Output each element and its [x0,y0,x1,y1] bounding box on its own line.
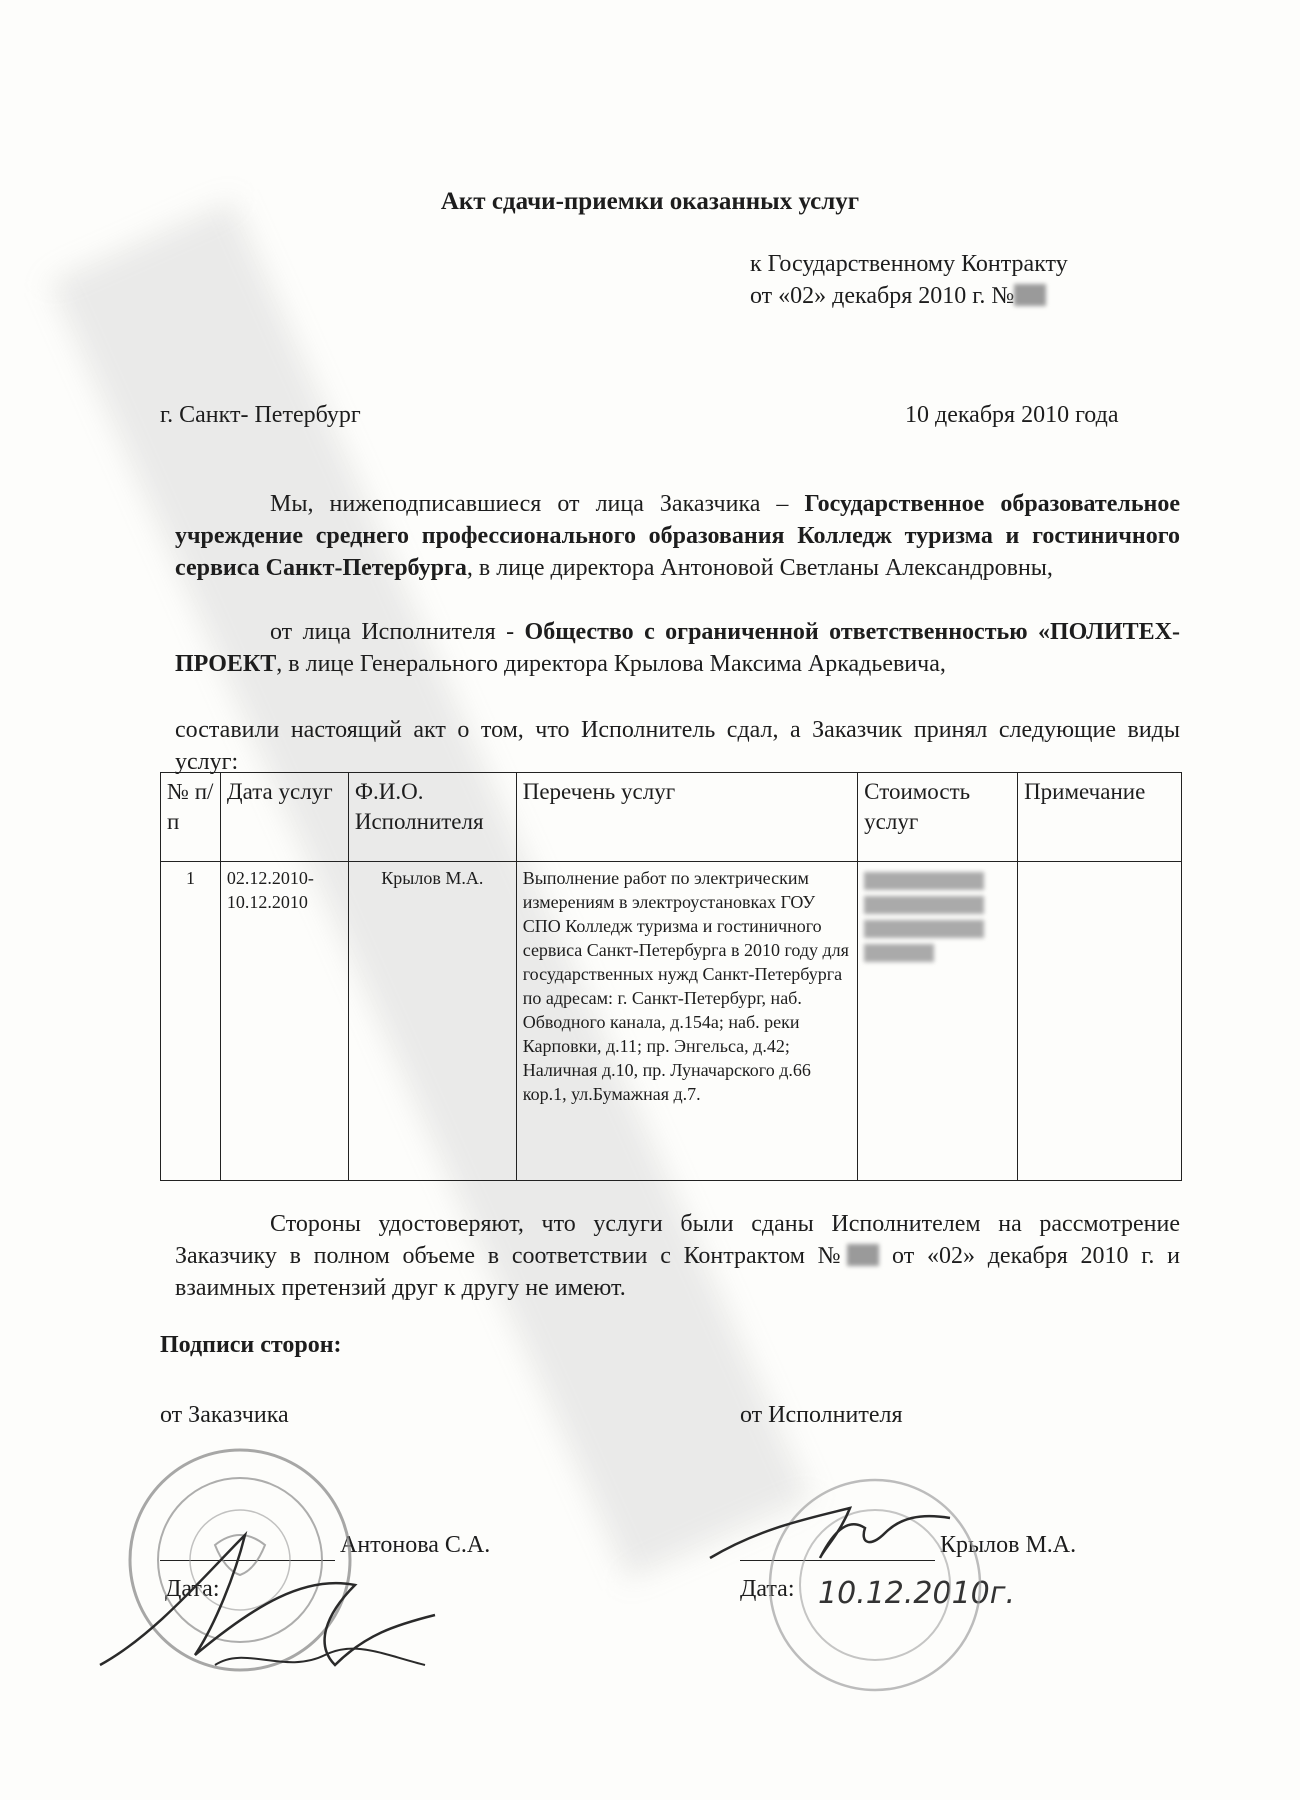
city: г. Санкт- Петербург [160,402,361,428]
contract-ref-line1: к Государственному Контракту [750,251,1068,277]
executor-date-label: Дата: [740,1576,795,1602]
redacted-cost [864,896,984,914]
paragraph-confirmation: Стороны удостоверяют, что услуги были сданы Исполнителем на рассмотрение Заказчику в полном объеме в соответствии с Контрактом № от «02» декабря 2010 г. и взаимных претензий друг к другу не имеют. [175,1211,1180,1301]
cell-note [1018,862,1182,1181]
redacted-cost [864,872,984,890]
paragraph-executor: от лица Исполнителя - Общество с ограниченной ответственностью «ПОЛИТЕХ-ПРОЕКТ, в лице Генерального директора Крылова Максима Аркадьевича, [175,619,1180,677]
cell-dates: 02.12.2010-10.12.2010 [220,862,348,1181]
cell-num: 1 [161,862,221,1181]
cell-cost [858,862,1018,1181]
redacted-cost [864,920,984,938]
signatures-title: Подписи сторон: [160,1332,342,1358]
header-executor: Ф.И.О. Исполнителя [348,773,516,862]
customer-name: Антонова С.А. [340,1532,491,1558]
redacted-contract-number [1014,284,1046,306]
executor-signature [700,1488,960,1578]
redacted-contract-number [847,1244,879,1266]
document-date: 10 декабря 2010 года [905,402,1119,428]
executor-date-handwritten: 10.12.2010г. [818,1576,1016,1611]
header-num: № п/п [161,773,221,862]
cell-executor: Крылов М.А. [348,862,516,1181]
paragraph-services-intro: составили настоящий акт о том, что Исполнитель сдал, а Заказчик принял следующие виды услуг: [175,717,1180,775]
signature-stroke [710,1508,950,1558]
from-executor-label: от Исполнителя [740,1402,903,1428]
header-note: Примечание [1018,773,1182,862]
signature-stroke [215,1649,425,1665]
contract-ref-line2: от «02» декабря 2010 г. № [750,280,1068,312]
redacted-cost [864,944,934,962]
executor-name: Крылов М.А. [940,1532,1077,1558]
services-table [160,772,1182,1181]
from-customer-label: от Заказчика [160,1402,289,1428]
contract-reference [750,248,1068,312]
header-date: Дата услуг [220,773,348,862]
paragraph-customer: Мы, нижеподписавшиеся от лица Заказчика – Государственное образовательное учреждение среднего профессионального образования Колледж туризма и гостиничного сервиса Санкт-Петербурга, в лице директора Антоновой Светланы Александровны, [175,491,1181,581]
customer-org-name: Государственное образовательное учреждение среднего профессионального образования Колледж туризма и гостиничного сервиса Санкт-Петербурга [175,491,1181,581]
executor-signature-line [740,1560,935,1561]
stamp-emblem [215,1535,265,1575]
customer-date-label: Дата: [165,1576,220,1602]
table-header-row [161,773,1182,862]
header-services: Перечень услуг [516,773,857,862]
customer-signature-line [160,1560,335,1561]
cell-services: Выполнение работ по электрическим измерениям в электроустановках ГОУ СПО Колледж туризма и гостиничного сервиса Санкт-Петербурга в 2010 году для государственных нужд Санкт-Петербурга по адресам: г. Санкт-Петербург, наб. Обводного канала, д.154а; наб. реки Карповки, д.11; пр. Энгельса, д.42; Наличная д.10, пр. Луначарского д.66 кор.1, ул.Бумажная д.7. [516,862,857,1181]
executor-org-name: Общество с ограниченной ответственностью «ПОЛИТЕХ-ПРОЕКТ [175,619,1180,677]
header-cost: Стоимость услуг [858,773,1018,862]
document-title: Акт сдачи-приемки оказанных услуг [440,188,860,215]
table-row [161,862,1182,1181]
